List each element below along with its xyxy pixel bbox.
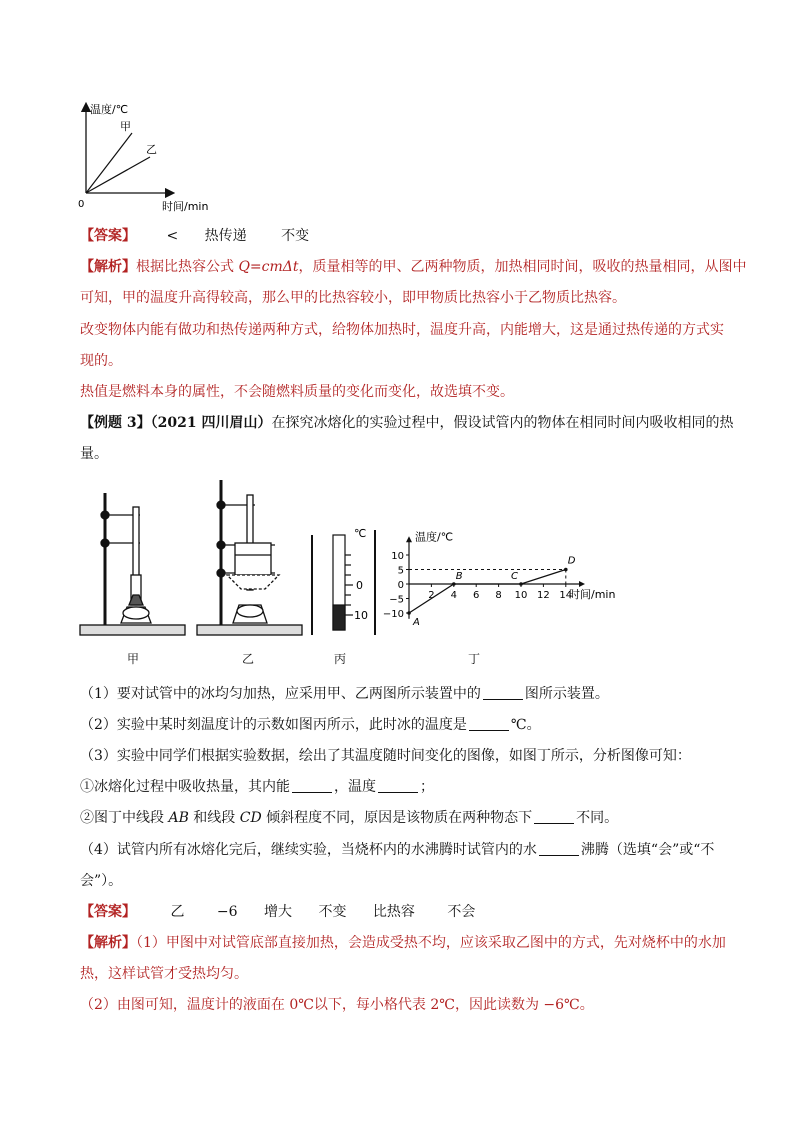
blank-q3a-1 (292, 778, 332, 793)
answer1-item-2: 热传递 (204, 228, 247, 244)
caption-bing: 丙 (334, 652, 347, 666)
question-1: （1）要对试管中的冰均匀加热，应采用甲、乙两图所示装置中的 图所示装置。 (80, 686, 609, 702)
apparatus-yi (197, 480, 302, 635)
chart-ding (383, 529, 616, 628)
chart-point-label: A (413, 617, 420, 628)
blank-q2 (469, 716, 509, 731)
blank-q3a-2 (378, 778, 418, 793)
chart-x-tick-label: 14 (559, 590, 573, 601)
analysis3-tag: 【解析】 (80, 935, 136, 951)
example3-source: （2021 四川眉山） (150, 415, 272, 431)
question-4: （4）试管内所有冰熔化完后，继续实验，当烧杯内的水沸腾时试管内的水 沸腾（选填“会”或“不 (80, 842, 715, 858)
graph1-origin: 0 (78, 199, 85, 210)
chart-point (564, 568, 568, 572)
chart-x-tick-label: 4 (450, 590, 457, 601)
chart-y-tick-label: −5 (389, 594, 404, 606)
chart-point-label: B (455, 571, 463, 582)
analysis1-tag: 【解析】 (80, 259, 136, 275)
thermometer-10: 10 (354, 609, 368, 622)
figures-panel (75, 475, 616, 650)
graph1-label-jia: 甲 (120, 120, 131, 133)
analysis1-line-5: 热值是燃料本身的属性，不会随燃料质量的变化而变化，故选填不变。 (80, 384, 514, 400)
answer3-item-1: 乙 (170, 904, 185, 920)
chart-point-label: D (567, 555, 576, 567)
chart-y-tick-label: −10 (382, 609, 404, 620)
answer3-item-3: 增大 (264, 904, 292, 920)
chart-x-tick-label: 6 (473, 590, 480, 601)
chart-ylabel: 温度/℃ (415, 530, 454, 544)
analysis1-line-4: 现的。 (80, 353, 122, 369)
graph1 (70, 95, 230, 220)
example3-line-1: 【例题 3】（2021 四川眉山）在探究冰熔化的实验过程中，假设试管内的物体在相同时间内吸收相同的热 (80, 415, 734, 431)
chart-point (452, 582, 456, 586)
caption-jia: 甲 (127, 652, 140, 666)
answer1-item-1: < (166, 228, 179, 244)
chart-y-tick-label: 0 (397, 580, 404, 591)
question-4-line-2: 会”）。 (80, 873, 123, 889)
graph1-ylabel: 温度/℃ (90, 103, 129, 116)
blank-q1 (483, 685, 523, 700)
thermometer-0: 0 (356, 579, 363, 592)
chart-point (407, 611, 411, 615)
analysis1-line-3: 改变物体内能有做功和热传递两种方式，给物体加热时，温度升高，内能增大，这是通过热传递的方式实 (80, 322, 724, 338)
blank-q4 (539, 841, 579, 856)
analysis1-line-2: 可知，甲的温度升高得较高，那么甲的比热容较小，即甲物质比热容小于乙物质比热容。 (80, 290, 626, 306)
chart-x-tick-label: 12 (537, 590, 550, 601)
analysis3-line-2: 热，这样试管才受热均匀。 (80, 966, 248, 982)
formula: Q=cmΔt (238, 259, 299, 275)
answer3-item-5: 比热容 (372, 904, 415, 920)
chart-y-arrow (406, 536, 412, 542)
graph1-label-yi: 乙 (146, 143, 157, 156)
analysis3-line-1: 【解析】（1）甲图中对试管底部直接加热，会造成受热不均，应该采取乙图中的方式，先对烧杯中的水加 (80, 935, 726, 951)
answer1-tag: 【答案】 (80, 228, 136, 244)
analysis3-line-3: （2）由图可知，温度计的液面在 0℃以下，每小格代表 2℃，因此读数为 −6℃。 (80, 997, 594, 1013)
chart-point-label: C (511, 571, 518, 582)
answer3-item-4: 不变 (318, 904, 347, 920)
apparatus-jia (80, 493, 185, 635)
caption-yi: 乙 (242, 652, 255, 666)
graph1-line-yi (86, 157, 150, 193)
question-3: （3）实验中同学们根据实验数据，绘出了其温度随时间变化的图像，如图丁所示，分析图像可知： (80, 748, 691, 764)
answer1-line (80, 226, 309, 246)
answer3-line (80, 902, 475, 922)
analysis1-line-1: 【解析】根据比热容公式 Q=cmΔt，质量相等的甲、乙两种物质，加热相同时间，吸收的热量相同，从图中 (80, 259, 747, 275)
caption-ding: 丁 (468, 652, 481, 666)
chart-y-tick-label: 5 (397, 565, 404, 577)
question-2: （2）实验中某时刻温度计的示数如图丙所示，此时冰的温度是 ℃。 (80, 717, 541, 733)
chart-xlabel: 时间/min (569, 588, 616, 601)
chart-y-tick-label: 10 (391, 551, 404, 562)
chart-point (519, 582, 523, 586)
example3-tag: 【例题 3】 (80, 415, 151, 431)
graph1-line-jia (86, 133, 132, 193)
answer3-item-6: 不会 (447, 904, 476, 920)
thermometer-unit: ℃ (354, 527, 367, 540)
answer1-item-3: 不变 (281, 228, 310, 244)
graph1-xlabel: 时间/min (162, 200, 209, 213)
question-3a: ①冰熔化过程中吸收热量，其内能 ，温度 ； (80, 779, 434, 795)
question-3b: ②图丁中线段 AB 和线段 CD 倾斜程度不同，原因是该物质在两种物态下 不同。 (80, 810, 619, 826)
chart-x-arrow (579, 581, 585, 587)
chart-x-tick-label: 10 (514, 590, 528, 601)
chart-x-tick-label: 2 (428, 590, 435, 601)
answer3-item-2: −6 (216, 904, 238, 920)
example3-line-2: 量。 (80, 446, 108, 462)
chart-x-tick-label: 8 (495, 590, 502, 601)
blank-q3b (534, 809, 574, 824)
answer3-tag: 【答案】 (80, 904, 136, 920)
